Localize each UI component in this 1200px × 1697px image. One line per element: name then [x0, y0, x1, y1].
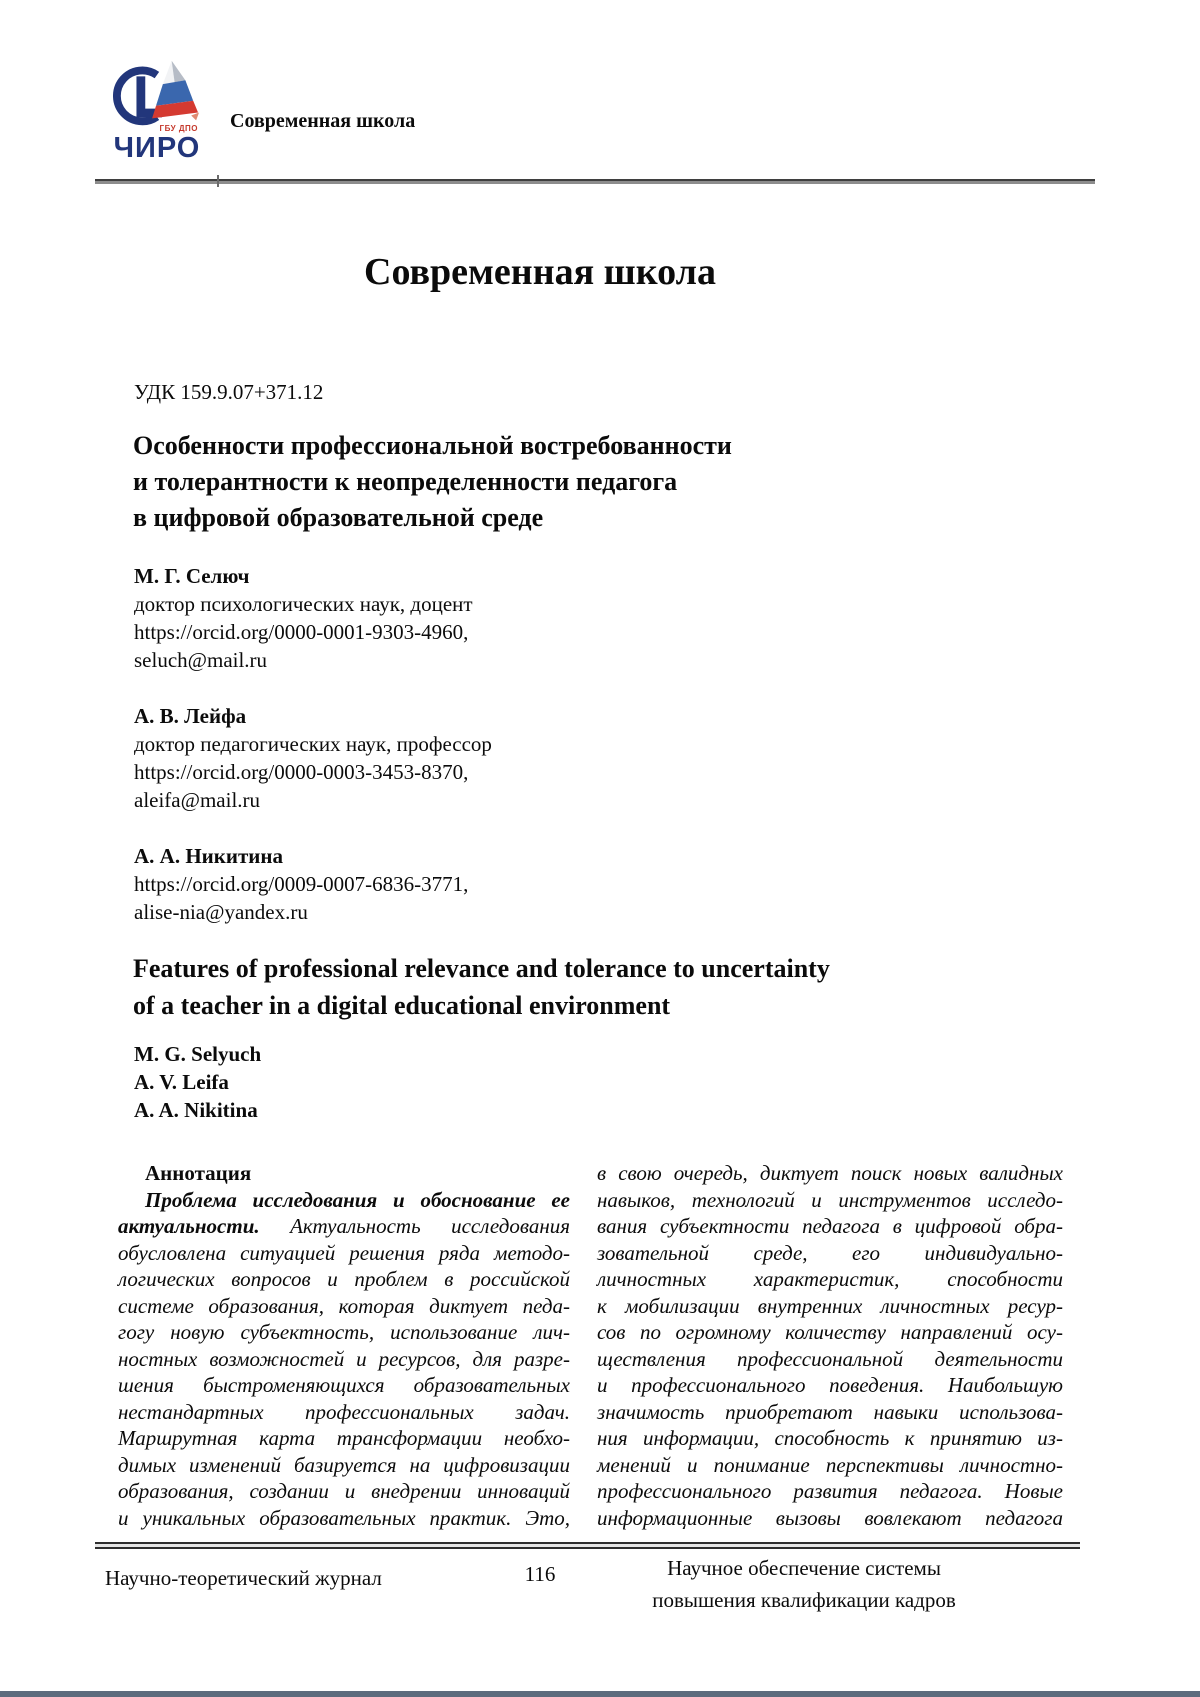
annotation-line: личностных характеристик, способности [597, 1267, 1063, 1291]
footer-rule [95, 1542, 1080, 1549]
annotation-line: значимость приобретают навыки использова- [597, 1399, 1063, 1424]
article-title-ru-line: и толерантности к неопределенности педагога [133, 467, 678, 496]
journal-logo [112, 56, 202, 163]
article-title-en-line: Features of professional relevance and tolerance to uncertainty [133, 954, 830, 983]
annotation-column-right [597, 1160, 1063, 1531]
author-orcid: https://orcid.org/0009-0007-6836-3771, [134, 872, 469, 896]
annotation-line: образования, создании и внедрении инноваций [118, 1479, 570, 1503]
header-rule-tick [217, 175, 219, 187]
annotation-line: ществления профессиональной деятельности [597, 1346, 1063, 1371]
article-title-en-line: of a teacher in a digital educational environment [133, 991, 671, 1020]
author-name-en: M. G. Selyuch [134, 1042, 262, 1066]
article-title-en [133, 950, 830, 1024]
author-degree: доктор педагогических наук, профессор [134, 732, 492, 756]
annotation-line: вания субъектности педагога в цифровой обра- [597, 1214, 1063, 1238]
annotation-line: ния информации, способность к принятию из- [597, 1426, 1063, 1450]
annotation-line: актуальности. Актуальность исследования [118, 1214, 570, 1238]
article-title-ru [133, 428, 732, 536]
annotation-line: гогу новую субъектность, использование лич- [118, 1320, 570, 1344]
author-email: alise-nia@yandex.ru [134, 900, 308, 924]
annotation-line: и профессионального поведения. Наибольшую [597, 1373, 1063, 1397]
logo-acronym-text: ЧИРО [113, 132, 201, 164]
annotation-line: ностных возможностей и ресурсов, для разре- [118, 1346, 570, 1371]
annotation-line: Маршрутная карта трансформации необхо- [118, 1426, 570, 1450]
annotation-line: менений и понимание перспективы личностно- [597, 1452, 1063, 1477]
author-name: А. А. Никитина [134, 844, 283, 868]
annotation-line: сов по огромному количеству направлений осу- [597, 1320, 1063, 1344]
annotation-line: димых изменений базируется на цифровизации [118, 1452, 570, 1477]
annotation-line: логических вопросов и проблем в российской [118, 1267, 570, 1291]
udc-code: УДК 159.9.07+371.12 [134, 380, 324, 404]
annotation-line: в свою очередь, диктует поиск новых валидных [597, 1161, 1063, 1185]
footer-right-line: Научное обеспечение системы [667, 1556, 941, 1580]
author-name-en: A. V. Leifa [134, 1070, 229, 1094]
author-name-en: A. A. Nikitina [134, 1098, 258, 1122]
footer-right-line: повышения квалификации кадров [652, 1588, 956, 1612]
author-name: М. Г. Селюч [134, 564, 250, 588]
annotation-line: обусловлена ситуацией решения ряда методо- [118, 1240, 570, 1265]
author-orcid: https://orcid.org/0000-0003-3453-8370, [134, 760, 469, 784]
authors-en [134, 1040, 261, 1124]
author-name: А. В. Лейфа [134, 704, 247, 728]
annotation-line: нестандартных профессиональных задач. [118, 1399, 570, 1424]
author-block-selyuch [134, 562, 473, 674]
article-title-ru-line: Особенности профессиональной востребованности [133, 431, 732, 460]
annotation-line: навыков, технологий и инструментов исследо- [597, 1187, 1063, 1212]
author-block-nikitina [134, 842, 468, 926]
footer-right-text [628, 1552, 980, 1616]
page-number: 116 [524, 1562, 556, 1586]
annotation-column-left [118, 1160, 570, 1531]
logo-org-text: ГБУ ДПО [159, 124, 198, 133]
annotation-line: информационные вызовы вовлекают педагога [597, 1505, 1063, 1530]
annotation-heading: Аннотация [145, 1161, 252, 1185]
author-orcid: https://orcid.org/0000-0001-9303-4960, [134, 620, 469, 644]
author-email: aleifa@mail.ru [134, 788, 261, 812]
section-title: Современная школа [364, 251, 716, 293]
header-journal-name: Современная школа [230, 110, 416, 132]
annotation-line: системе образования, которая диктует педа- [118, 1293, 570, 1318]
chiro-logo-icon [113, 56, 201, 128]
article-title-ru-line: в цифровой образовательной среде [133, 503, 544, 532]
annotation-line: к мобилизации внутренних личностных ресур- [597, 1293, 1063, 1318]
author-block-leifa [134, 702, 492, 814]
author-degree: доктор психологических наук, доцент [134, 592, 473, 616]
author-email: seluch@mail.ru [134, 648, 268, 672]
page-bottom-edge [0, 1691, 1200, 1697]
annotation-line: профессионального развития педагога. Новые [597, 1479, 1063, 1503]
annotation-line: шения быстроменяющихся образовательных [118, 1373, 570, 1397]
annotation-line: зовательной среде, его индивидуально- [597, 1240, 1063, 1265]
footer-journal-type: Научно-теоретический журнал [105, 1566, 382, 1590]
annotation-line: и уникальных образовательных практик. Это, [118, 1505, 570, 1530]
annotation-line: Проблема исследования и обоснование ее [145, 1187, 570, 1212]
header-rule [95, 179, 1095, 184]
